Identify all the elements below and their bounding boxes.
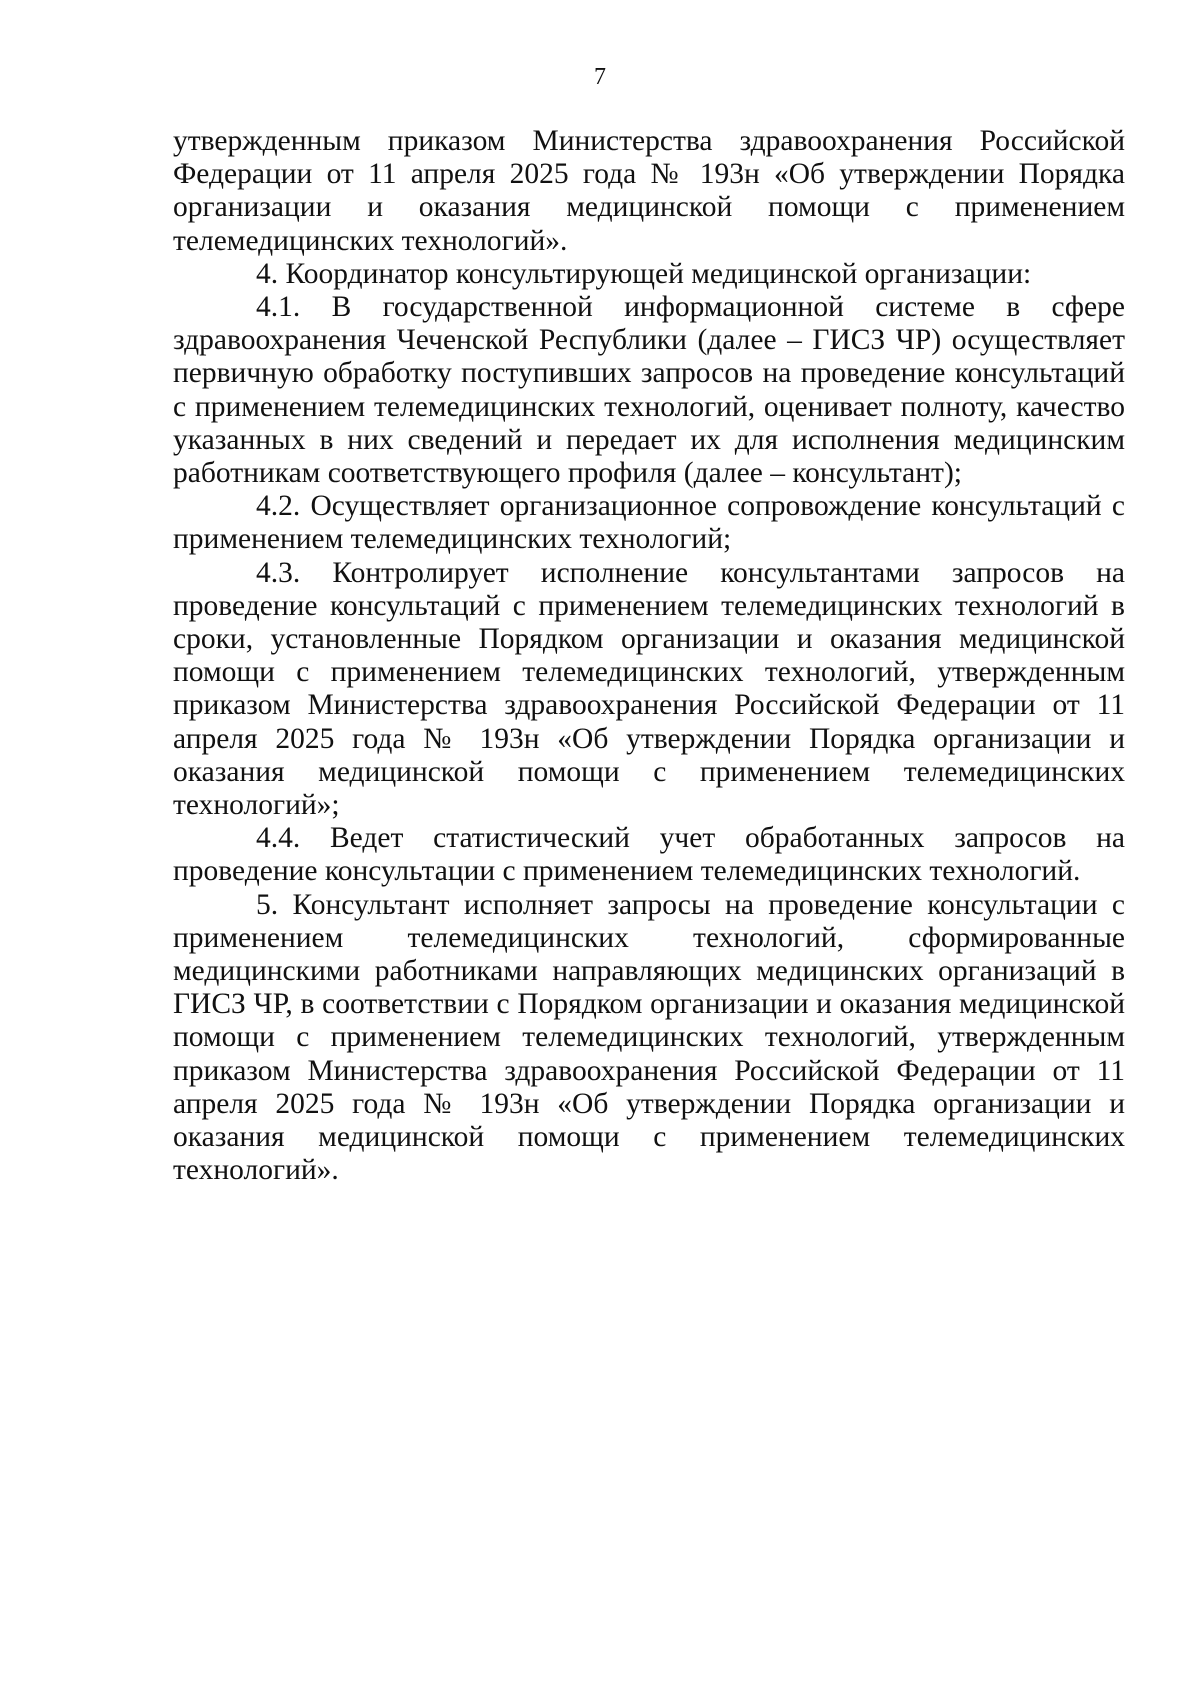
paragraph-4-2: 4.2. Осуществляет организационное сопровождение консультаций с применением телемедицинских технологий; [173,490,1125,556]
page-number: 7 [594,64,606,90]
document-body [173,125,1125,1188]
paragraph-continuation: утвержденным приказом Министерства здравоохранения Российской Федерации от 11 апреля 2025 года № 193н «Об утверждении Порядка организации и оказания медицинской помощи с применением телемедицинских технологий». [173,125,1125,257]
paragraph-5: 5. Консультант исполняет запросы на проведение консультации с применением телемедицинских технологий, сформированные медицинскими работниками направляющих медицинских организаций в ГИСЗ ЧР, в соответствии с Порядком организации и оказания медицинской помощи с применением телемедицинских технологий, утвержденным приказом Министерства здравоохранения Российской Федерации от 11 апреля 2025 года № 193н «Об утверждении Порядка организации и оказания медицинской помощи с применением телемедицинских технологий». [173,888,1125,1187]
paragraph-4: 4. Координатор консультирующей медицинской организации: [256,257,1032,290]
paragraph-4-3: 4.3. Контролирует исполнение консультантами запросов на проведение консультаций с применением телемедицинских технологий в сроки, установленные Порядком организации и оказания медицинской помощи с применением телемедицинских технологий, утвержденным приказом Министерства здравоохранения Российской Федерации от 11 апреля 2025 года № 193н «Об утверждении Порядка организации и оказания медицинской помощи с применением телемедицинских технологий»; [173,556,1125,822]
paragraph-4-4: 4.4. Ведет статистический учет обработанных запросов на проведение консультации с применением телемедицинских технологий. [173,822,1125,888]
paragraph-4-1: 4.1. В государственной информационной системе в сфере здравоохранения Чеченской Республики (далее – ГИСЗ ЧР) осуществляет первичную обработку поступивших запросов на проведение консультаций с применением телемедицинских технологий, оценивает полноту, качество указанных в них сведений и передает их для исполнения медицинским работникам соответствующего профиля (далее – консультант); [173,291,1125,490]
